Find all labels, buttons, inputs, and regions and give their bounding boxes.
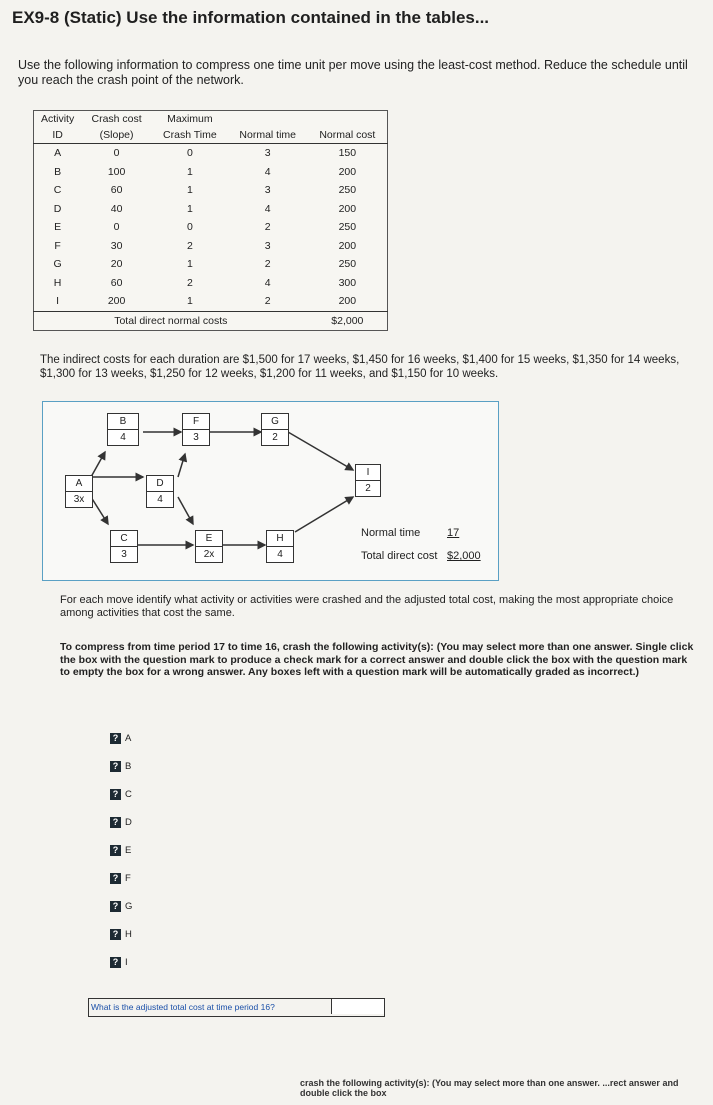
table-row <box>34 274 388 293</box>
table-cell: 100 <box>107 165 126 178</box>
question-mark-checkbox[interactable]: ? <box>110 957 121 968</box>
table-cell: F <box>54 239 61 252</box>
table-cell: 200 <box>338 202 357 215</box>
option-label: D <box>125 817 132 828</box>
table-header: ID <box>52 129 63 141</box>
table-cell: 60 <box>110 184 123 197</box>
table-cell: 2 <box>264 258 271 271</box>
table-cell: I <box>56 295 60 308</box>
table-row <box>34 181 388 200</box>
table-row <box>34 218 388 237</box>
table-cell: 250 <box>338 184 357 197</box>
table-cell: 4 <box>264 202 271 215</box>
table-cell: 1 <box>186 165 193 178</box>
table-cell: 200 <box>338 239 357 252</box>
table-cell: 2 <box>186 239 193 252</box>
arrow-h-i <box>295 497 353 532</box>
node-c: C 3 <box>110 530 138 563</box>
table-row <box>34 163 388 182</box>
table-header: (Slope) <box>99 129 134 141</box>
table-cell: G <box>53 258 62 271</box>
table-cell: 0 <box>152 144 228 163</box>
option-label: H <box>125 929 132 940</box>
adjusted-cost-input[interactable] <box>331 999 384 1014</box>
cost-question-label: What is the adjusted total cost at time period 16? <box>91 1002 275 1012</box>
table-cell: 1 <box>186 295 193 308</box>
question-mark-checkbox[interactable]: ? <box>110 873 121 884</box>
table-cell: 0 <box>186 221 193 234</box>
table-cell: 200 <box>107 295 126 308</box>
question-mark-checkbox[interactable]: ? <box>110 901 121 912</box>
table-header: Normal time <box>239 129 297 141</box>
table-cell: 3 <box>228 144 308 163</box>
page-title: EX9-8 (Static) Use the information contained in the tables... <box>12 8 490 27</box>
table-cell: 300 <box>338 276 357 289</box>
table-cell: 3 <box>264 184 271 197</box>
option-a[interactable] <box>110 733 131 744</box>
table-cell: 60 <box>110 276 123 289</box>
table-cell: 4 <box>264 276 271 289</box>
table-cell: 150 <box>308 144 388 163</box>
node-a: A 3x <box>65 475 93 508</box>
table-cell: 250 <box>338 221 357 234</box>
total-direct-value: $2,000 <box>447 550 481 562</box>
question-mark-checkbox[interactable]: ? <box>110 817 121 828</box>
total-label: Total direct normal costs <box>34 311 308 331</box>
table-header: Activity <box>40 113 75 125</box>
arrow-d-f <box>178 454 185 477</box>
table-header: Crash cost <box>91 113 142 125</box>
normal-time-value: 17 <box>447 527 460 539</box>
node-h: H 4 <box>266 530 294 563</box>
arrow-g-i <box>288 432 353 470</box>
table-cell: B <box>54 165 62 178</box>
table-cell: C <box>53 184 62 197</box>
option-d[interactable] <box>110 817 132 828</box>
table-cell: 200 <box>338 295 357 308</box>
option-label: G <box>125 901 133 912</box>
total-value: $2,000 <box>308 311 388 331</box>
table-cell: 20 <box>110 258 123 271</box>
option-i[interactable] <box>110 957 128 968</box>
table-cell: 2 <box>264 295 271 308</box>
next-instruction-text: crash the following activity(s): (You may select more than one answer. ...rect answer and double click the box <box>300 1078 679 1098</box>
total-direct-label: Total direct cost <box>361 550 438 562</box>
indirect-costs-text: The indirect costs for each duration are $1,500 for 17 weeks, $1,450 for 16 weeks, $1,400 for 15 weeks, $1,350 for 14 weeks, $1,300 for 13 weeks, $1,250 for 12 weeks, $1,200 for 11 weeks, and $1,150 for 10 weeks. <box>40 354 680 380</box>
table-total-row <box>34 311 388 331</box>
table-cell: 0 <box>81 144 152 163</box>
table-header: Normal cost <box>319 129 376 141</box>
question-mark-checkbox[interactable]: ? <box>110 845 121 856</box>
node-f: F 3 <box>182 413 210 446</box>
option-g[interactable] <box>110 901 132 912</box>
table-cell: 250 <box>338 258 357 271</box>
intro-text: Use the following information to compress one time unit per move using the least-cost method. Reduce the schedule until you reach the crash point of the network. <box>18 58 688 87</box>
question-mark-checkbox[interactable]: ? <box>110 929 121 940</box>
option-label: A <box>125 733 132 744</box>
table-header <box>228 111 308 128</box>
network-diagram <box>42 401 499 581</box>
table-cell: 1 <box>186 202 193 215</box>
instruction-text: For each move identify what activity or activities were crashed and the adjusted total cost, making the most appropriate choice among activities that cost the same. <box>60 594 674 619</box>
table-cell: H <box>53 276 62 289</box>
arrow-a-b <box>91 452 105 477</box>
node-d: D 4 <box>146 475 174 508</box>
table-row <box>34 200 388 219</box>
table-header-row-2 <box>34 127 388 144</box>
crash-instruction-text: To compress from time period 17 to time 16, crash the following activity(s): (You may select more than one answer. Single click the box with the question mark to produce a check mark for a correct answer and double click the box with the question mark to empty the box for a wrong answer. Any boxes left with a question mark will be automatically graded as incorrect.) <box>60 641 694 678</box>
table-cell: 0 <box>113 221 120 234</box>
question-mark-checkbox[interactable]: ? <box>110 761 121 772</box>
question-mark-checkbox[interactable]: ? <box>110 733 121 744</box>
table-cell: A <box>34 144 82 163</box>
option-label: F <box>125 873 131 884</box>
option-label: E <box>125 845 132 856</box>
node-g: G 2 <box>261 413 289 446</box>
table-header-row-1 <box>34 111 388 128</box>
arrow-a-c <box>91 497 108 524</box>
table-row <box>34 237 388 256</box>
node-b: B 4 <box>107 413 139 446</box>
table-cell: 4 <box>264 165 271 178</box>
table-header <box>308 111 388 128</box>
node-e: E 2x <box>195 530 223 563</box>
table-cell: 2 <box>264 221 271 234</box>
option-c[interactable] <box>110 789 132 800</box>
question-mark-checkbox[interactable]: ? <box>110 789 121 800</box>
option-h[interactable] <box>110 929 132 940</box>
option-label: C <box>125 789 132 800</box>
table-cell: D <box>53 202 62 215</box>
table-cell: 30 <box>110 239 123 252</box>
table-cell: 2 <box>186 276 193 289</box>
option-f[interactable] <box>110 873 131 884</box>
option-e[interactable] <box>110 845 131 856</box>
table-row <box>34 292 388 311</box>
table-cell: E <box>54 221 62 234</box>
option-label: I <box>125 957 128 968</box>
table-header: Crash Time <box>163 129 217 141</box>
table-header: Maximum <box>167 113 213 125</box>
table-cell: 1 <box>186 184 193 197</box>
node-i: I 2 <box>355 464 381 497</box>
adjusted-cost-question <box>88 998 385 1017</box>
table-cell: 40 <box>110 202 123 215</box>
table-row <box>34 144 388 163</box>
table-cell: 1 <box>186 258 193 271</box>
table-cell: 200 <box>338 165 357 178</box>
table-cell: 3 <box>264 239 271 252</box>
table-row <box>34 255 388 274</box>
option-b[interactable] <box>110 761 131 772</box>
arrow-d-e <box>178 497 193 524</box>
activity-table <box>33 110 388 331</box>
normal-time-label: Normal time <box>361 527 421 539</box>
option-label: B <box>125 761 132 772</box>
